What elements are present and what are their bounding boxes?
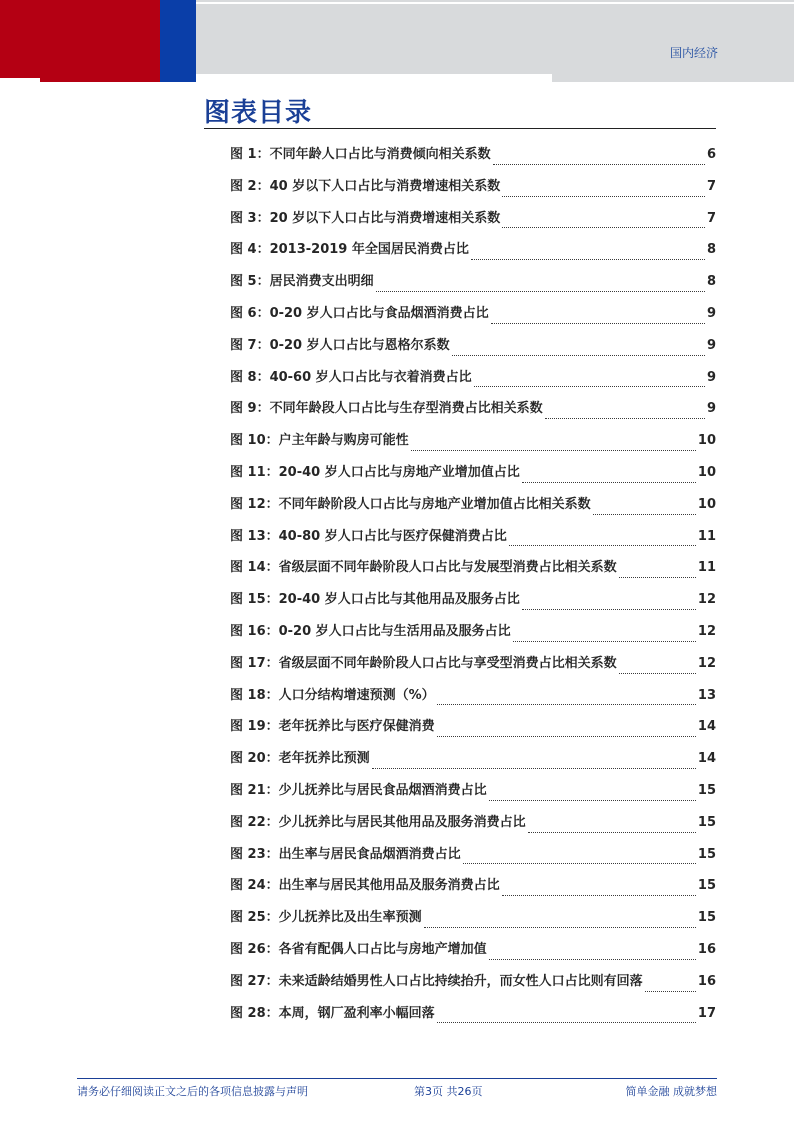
header-top-line — [196, 2, 794, 4]
toc-entry-page: 9 — [706, 369, 716, 385]
toc-entry-page: 7 — [706, 178, 716, 194]
toc-entry[interactable] — [230, 652, 716, 684]
toc-entry-page: 16 — [697, 973, 716, 989]
toc-entry-page: 15 — [697, 814, 716, 830]
toc-entry[interactable] — [230, 493, 716, 525]
toc-entry-text: 图 13：40-80 岁人口占比与医疗保健消费占比 — [230, 528, 507, 544]
toc-entry[interactable] — [230, 238, 716, 270]
toc-leader-dots — [545, 417, 705, 419]
toc-entry[interactable] — [230, 366, 716, 398]
toc-leader-dots — [619, 672, 696, 674]
toc-entry-page: 9 — [706, 401, 716, 417]
header-red-block — [0, 0, 160, 82]
toc-entry-text: 图 15：20-40 岁人口占比与其他用品及服务占比 — [230, 592, 520, 608]
toc-entry-text: 图 23：出生率与居民食品烟酒消费占比 — [230, 846, 461, 862]
toc-leader-dots — [522, 608, 696, 610]
toc-entry[interactable] — [230, 906, 716, 938]
toc-entry-page: 11 — [697, 560, 716, 576]
toc-entry-page: 10 — [697, 433, 716, 449]
toc-entry-text: 图 4：2013-2019 年全国居民消费占比 — [230, 242, 469, 258]
toc-entry-page: 11 — [697, 528, 716, 544]
toc-entry-text: 图 12：不同年龄阶段人口占比与房地产业增加值占比相关系数 — [230, 496, 591, 512]
toc-leader-dots — [502, 195, 705, 197]
toc-list — [230, 143, 716, 1033]
toc-entry-text: 图 8：40-60 岁人口占比与衣着消费占比 — [230, 369, 472, 385]
toc-entry-page: 14 — [697, 719, 716, 735]
toc-leader-dots — [411, 449, 696, 451]
toc-leader-dots — [645, 990, 696, 992]
header-section-label: 国内经济 — [669, 46, 718, 60]
toc-entry-text: 图 1：不同年龄人口占比与消费倾向相关系数 — [230, 147, 491, 162]
toc-entry-text: 图 21：少儿抚养比与居民食品烟酒消费占比 — [230, 782, 487, 798]
toc-leader-dots — [463, 862, 696, 864]
toc-leader-dots — [437, 1021, 696, 1023]
toc-entry[interactable] — [230, 970, 716, 1002]
toc-entry[interactable] — [230, 302, 716, 334]
toc-leader-dots — [509, 544, 696, 546]
toc-entry-page: 15 — [697, 782, 716, 798]
header-blue-block — [160, 0, 196, 82]
toc-entry[interactable] — [230, 779, 716, 811]
toc-entry-page: 15 — [697, 846, 716, 862]
toc-entry-text: 图 24：出生率与居民其他用品及服务消费占比 — [230, 878, 500, 894]
toc-leader-dots — [528, 831, 696, 833]
toc-entry-text: 图 26：各省有配偶人口占比与房地产增加值 — [230, 941, 487, 957]
toc-entry[interactable] — [230, 843, 716, 875]
toc-leader-dots — [491, 322, 705, 324]
toc-entry-text: 图 5：居民消费支出明细 — [230, 274, 374, 290]
toc-entry-page: 8 — [706, 274, 716, 290]
toc-leader-dots — [619, 576, 696, 578]
toc-entry-text: 图 18：人口分结构增速预测（%） — [230, 687, 435, 703]
header-white-gap-left — [0, 78, 40, 84]
title-divider — [204, 128, 716, 129]
toc-leader-dots — [437, 735, 696, 737]
toc-entry[interactable] — [230, 684, 716, 716]
toc-leader-dots — [593, 513, 696, 515]
toc-entry[interactable] — [230, 270, 716, 302]
toc-leader-dots — [424, 926, 696, 928]
toc-leader-dots — [376, 290, 705, 292]
toc-leader-dots — [493, 163, 705, 165]
toc-leader-dots — [474, 385, 705, 387]
toc-entry[interactable] — [230, 620, 716, 652]
toc-entry-text: 图 2：40 岁以下人口占比与消费增速相关系数 — [230, 178, 501, 194]
toc-entry-text: 图 20：老年抚养比预测 — [230, 751, 370, 767]
toc-entry[interactable] — [230, 334, 716, 366]
toc-entry-text: 图 28：本周，钢厂盈利率小幅回落 — [230, 1005, 435, 1021]
toc-leader-dots — [489, 799, 696, 801]
toc-entry-text: 图 9：不同年龄段人口占比与生存型消费占比相关系数 — [230, 401, 543, 417]
footer-disclaimer: 请务必仔细阅读正文之后的各项信息披露与声明 — [77, 1085, 308, 1098]
toc-leader-dots — [522, 481, 696, 483]
header-gray-band — [196, 0, 794, 82]
toc-entry-page: 8 — [706, 242, 716, 258]
toc-entry[interactable] — [230, 525, 716, 557]
footer-divider — [77, 1078, 717, 1079]
toc-entry[interactable] — [230, 207, 716, 239]
toc-entry-page: 15 — [697, 910, 716, 926]
toc-entry-text: 图 27：未来适龄结婚男性人口占比持续抬升，而女性人口占比则有回落 — [230, 973, 643, 989]
toc-entry-page: 15 — [697, 878, 716, 894]
toc-entry[interactable] — [230, 556, 716, 588]
toc-leader-dots — [452, 354, 705, 356]
header-white-gap — [196, 74, 552, 82]
toc-entry-text: 图 17：省级层面不同年龄阶段人口占比与享受型消费占比相关系数 — [230, 655, 617, 671]
toc-entry[interactable] — [230, 397, 716, 429]
toc-entry-page: 16 — [697, 941, 716, 957]
toc-entry[interactable] — [230, 1002, 716, 1034]
toc-entry-page: 13 — [697, 687, 716, 703]
toc-leader-dots — [489, 958, 696, 960]
toc-entry-page: 12 — [697, 592, 716, 608]
toc-entry[interactable] — [230, 588, 716, 620]
toc-entry-text: 图 10：户主年龄与购房可能性 — [230, 433, 409, 449]
toc-entry[interactable] — [230, 429, 716, 461]
page-title: 图表目录 — [204, 98, 313, 128]
toc-leader-dots — [372, 767, 696, 769]
footer-page-number: 第3页 共26页 — [414, 1085, 483, 1098]
toc-entry[interactable] — [230, 461, 716, 493]
toc-entry-page: 12 — [697, 623, 716, 639]
toc-entry[interactable] — [230, 715, 716, 747]
toc-entry-text: 图 25：少儿抚养比及出生率预测 — [230, 910, 422, 926]
toc-entry-page: 6 — [706, 147, 716, 162]
toc-entry-page: 12 — [697, 655, 716, 671]
toc-entry[interactable] — [230, 938, 716, 970]
toc-entry-page: 14 — [697, 751, 716, 767]
toc-entry-text: 图 3：20 岁以下人口占比与消费增速相关系数 — [230, 210, 501, 226]
toc-entry-page: 9 — [706, 305, 716, 321]
toc-leader-dots — [437, 703, 696, 705]
toc-entry[interactable] — [230, 747, 716, 779]
toc-entry-text: 图 22：少儿抚养比与居民其他用品及服务消费占比 — [230, 814, 526, 830]
toc-leader-dots — [513, 640, 696, 642]
toc-entry-text: 图 16：0-20 岁人口占比与生活用品及服务占比 — [230, 623, 511, 639]
footer-slogan: 简单金融 成就梦想 — [625, 1085, 717, 1098]
toc-entry-text: 图 7：0-20 岁人口占比与恩格尔系数 — [230, 337, 450, 353]
toc-entry-text: 图 6：0-20 岁人口占比与食品烟酒消费占比 — [230, 305, 489, 321]
toc-entry-page: 9 — [706, 337, 716, 353]
toc-entry-page: 7 — [706, 210, 716, 226]
toc-entry-text: 图 14：省级层面不同年龄阶段人口占比与发展型消费占比相关系数 — [230, 560, 617, 576]
toc-entry[interactable] — [230, 143, 716, 175]
toc-leader-dots — [502, 226, 705, 228]
toc-entry-page: 10 — [697, 496, 716, 512]
toc-entry[interactable] — [230, 874, 716, 906]
toc-entry-text: 图 11：20-40 岁人口占比与房地产业增加值占比 — [230, 464, 520, 480]
toc-entry-page: 17 — [697, 1005, 716, 1021]
toc-leader-dots — [471, 258, 705, 260]
toc-entry-text: 图 19：老年抚养比与医疗保健消费 — [230, 719, 435, 735]
toc-entry[interactable] — [230, 811, 716, 843]
toc-leader-dots — [502, 894, 696, 896]
toc-entry-page: 10 — [697, 464, 716, 480]
toc-entry[interactable] — [230, 175, 716, 207]
